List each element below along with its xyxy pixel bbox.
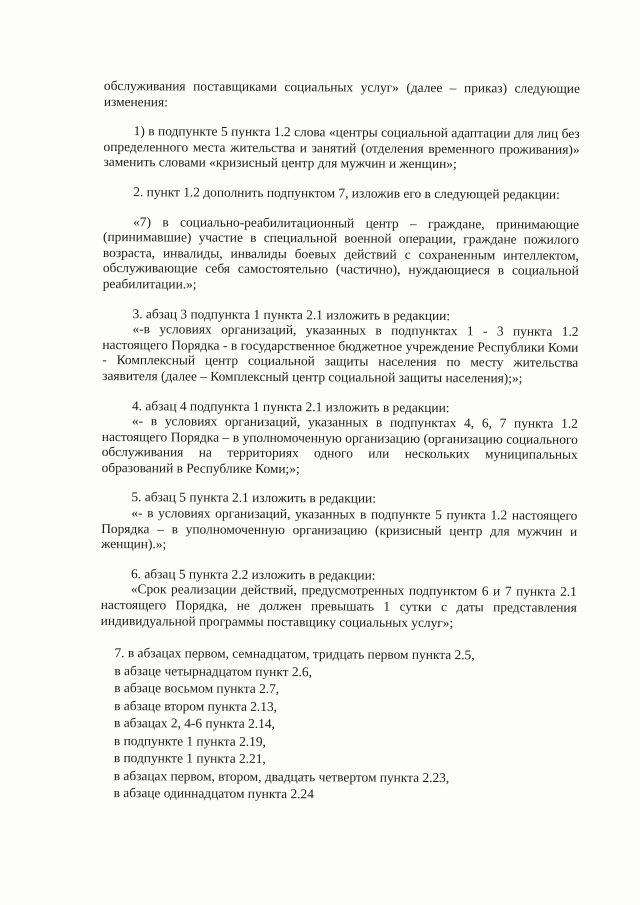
item-2-paragraph: 2. пункт 1.2 дополнить подпунктом 7, изложив его в следующей редакции: — [133, 184, 560, 202]
item-4-paragraph: 4. абзац 4 подпункта 1 пункта 2.1 изложить в редакции: — [131, 397, 450, 415]
document-body — [100, 78, 580, 805]
item-6-paragraph: 6. абзац 5 пункта 2.2 изложить в редакции: — [130, 566, 376, 583]
item-3-quote: «-в условиях организаций, указанных в подпунктах 1 - 3 пункта 1.2 настоящего Порядка - в государственное бюджетное учреждение Республики Коми - Комплексный центр социальной защиты населения по месту жительства заявителя (далее – Комплексный центр социальной защиты населения);»; — [102, 321, 579, 386]
item-7-list — [100, 644, 577, 804]
item-5-quote: «- в условиях организаций, указанных в подпункте 5 пункта 1.2 настоящего Порядка – в уполномоченную организацию (кризисный центр для мужчин и женщин).»; — [101, 505, 578, 552]
item-7-line: в абзацах 2, 4-6 пункта 2.14, — [114, 715, 275, 732]
item-7-line: в абзаце втором пункта 2.13, — [114, 697, 278, 714]
item-3-paragraph: 3. абзац 3 подпункта 1 пункта 2.1 изложить в редакции: — [132, 305, 451, 323]
item-1-paragraph: 1) в подпункте 5 пункта 1.2 слова «центры социальной адаптации для лиц без определенного места жительства и занятий (отделения временного проживания)» заменить словами «кризисный центр для мужчин и женщин»; — [103, 123, 580, 172]
item-7-line: 7. в абзацах первом, семнадцатом, тридцать первом пункта 2.5, — [114, 645, 475, 663]
item-2-quote: «7) в социально-реабилитационный центр – граждане, принимающие (принимавшие) участие в специальной военной операции, граждане пожилого возраста, инвалиды, инвалиды боевых действий с сохраненным интеллектом, обслуживающие себя самостоятельно (частично), нуждающиеся в социальной реабилитации.»; — [102, 213, 580, 292]
item-7-line: в абзацах первом, втором, двадцать четвертом пункта 2.23, — [113, 767, 450, 785]
item-7-line: в абзаце одиннадцатом пункта 2.24 — [113, 785, 314, 802]
item-7-line: в подпункте 1 пункта 2.21, — [113, 750, 266, 767]
item-7-line: в абзаце восьмом пункта 2.7, — [114, 680, 280, 697]
item-5-paragraph: 5. абзац 5 пункта 2.1 изложить в редакции: — [131, 489, 377, 507]
item-6-quote: «Срок реализации действий, предусмотренных подпунктом 6 и 7 пункта 2.1 настоящего Порядка, не должен превышать 1 сутки с даты представления индивидуальной программы поставщику социальных услуг»; — [100, 581, 577, 630]
intro-paragraph: обслуживания поставщиками социальных услуг» (далее – приказ) следующие изменения: — [103, 78, 580, 109]
item-4-quote: «- в условиях организаций, указанных в подпунктах 4, 6, 7 пункта 1.2 настоящего Порядка – в уполномоченную организацию (организацию социального обслуживания на территориях одного или нескольких муниципальных образований в Республике Коми;»; — [101, 413, 578, 477]
item-7-line: в абзаце четырнадцатом пункт 2.6, — [114, 662, 313, 680]
item-7-line: в подпункте 1 пункта 2.19, — [113, 732, 266, 749]
